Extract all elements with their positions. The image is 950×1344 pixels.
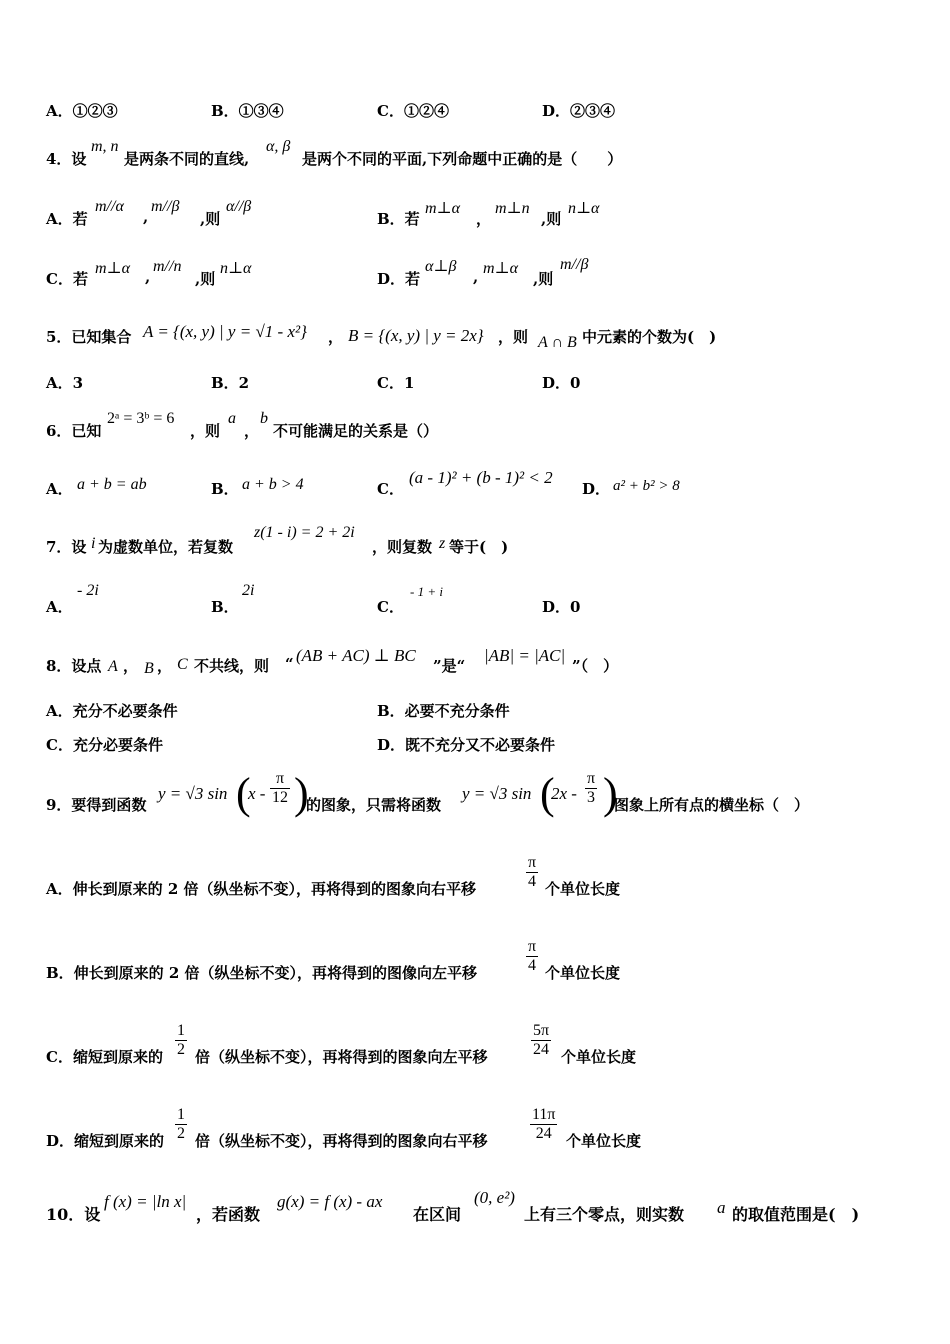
q6-equation: 2ᵃ = 3ᵇ = 6 [107, 410, 175, 427]
q9-option-b-fraction [526, 938, 538, 975]
q7-option-a-math: - 2i [77, 582, 99, 599]
q9-func1-denominator: 12 [272, 789, 288, 806]
q4-option-b-comma: ， [476, 210, 492, 228]
q9-option-c-unit: 个单位长度 [561, 1048, 637, 1066]
q9-func2-prefix: y = √3 sin [462, 784, 532, 803]
q9-option-c-text-1: C．缩短到原来的 [46, 1048, 163, 1066]
q6-var-b: b [260, 410, 268, 427]
q10-text-2: 在区间 [413, 1205, 462, 1224]
q6-number: 6．已知 [46, 422, 102, 440]
q8-option-c: C．充分必要条件 [46, 736, 163, 754]
q4-option-c-math-3: n⊥α [220, 260, 252, 277]
q9-option-b-numerator: π [528, 938, 537, 955]
q4-number: 4．设 [46, 150, 87, 168]
q6-option-c-label: C． [377, 480, 404, 498]
q5-option-a: A．3 [46, 374, 84, 392]
q9-option-b-denominator: 4 [526, 956, 538, 975]
q3-option-a: A．①②③ [46, 102, 118, 120]
q4-option-d-label: D．若 [377, 270, 421, 288]
q6-option-a-label: A． [46, 480, 73, 498]
q4-option-d-then: ,则 [533, 270, 554, 288]
q9-option-c-denominator: 24 [533, 1041, 550, 1058]
q8-text-1: 不共线，则 [194, 657, 270, 675]
q4-option-d-math-2: m⊥α [483, 260, 518, 277]
q4-option-c-comma: , [145, 268, 151, 286]
q6-option-d-math: a² + b² > 8 [613, 478, 680, 494]
q8-point-c: C [177, 656, 188, 673]
q6-option-d-label: D． [582, 480, 611, 498]
q6-option-b-label: B． [211, 480, 239, 498]
q5-set-a: A = {(x, y) | y = √1 - x²} [143, 322, 307, 341]
q10-function-g: g(x) = f (x) - ax [277, 1192, 383, 1211]
q9-func2-rparen: ) [603, 769, 618, 818]
q9-option-d-denominator: 24 [535, 1125, 552, 1142]
q4-text-2: 是两个不同的平面,下列命题中正确的是（ ） [302, 150, 623, 168]
q4-text-1: 是两条不同的直线, [124, 150, 250, 168]
q9-option-a-fraction [526, 854, 538, 891]
q4-option-c-math-2: m//n [153, 258, 182, 275]
q5-option-b: B．2 [211, 374, 250, 392]
q4-option-b-then: ,则 [541, 210, 562, 228]
q6-option-c-math: (a - 1)² + (b - 1)² < 2 [409, 468, 553, 487]
q5-separator: ， [328, 328, 344, 346]
q4-option-a-comma: , [143, 208, 149, 226]
q6-option-b-math: a + b > 4 [242, 476, 304, 493]
q9-func1-numerator: π [270, 770, 290, 789]
q5-number: 5．已知集合 [46, 328, 132, 346]
q9-text-2: 图象上所有点的横坐标（ ） [614, 796, 810, 814]
q6-separator: ， [244, 422, 260, 440]
q9-option-d-text-1: D．缩短到原来的 [46, 1132, 165, 1150]
q6-var-a: a [228, 410, 236, 427]
q4-option-b-math-2: m⊥n [495, 200, 530, 217]
q4-option-c-math-1: m⊥α [95, 260, 130, 277]
q9-option-d-half [175, 1106, 187, 1143]
q9-option-b-text: B．伸长到原来的 2 倍（纵坐标不变），再将得到的图像向左平移 [46, 964, 478, 982]
q9-option-a-numerator: π [528, 854, 537, 871]
q4-option-c-label: C．若 [46, 270, 88, 288]
q10-text-1: ，若函数 [196, 1205, 261, 1224]
q5-intersection: A ∩ B [538, 334, 577, 351]
q9-func2-arg: 2x - [551, 784, 577, 803]
q9-option-a-denominator: 4 [526, 872, 538, 891]
q7-option-c-label: C． [377, 598, 404, 616]
q5-set-b: B = {(x, y) | y = 2x} [348, 326, 484, 345]
q4-option-a-math-1: m//α [95, 198, 124, 215]
q8-condition-2: |AB| = |AC| [484, 646, 566, 665]
q9-func1-prefix: y = √3 sin [158, 784, 228, 803]
q9-option-d-text-2: 倍（纵坐标不变），再将得到的图象向右平移 [195, 1132, 488, 1150]
q4-option-b-label: B．若 [377, 210, 420, 228]
q8-point-b: B [144, 660, 154, 677]
q10-var-a: a [717, 1198, 726, 1217]
q9-func1-fraction [270, 770, 290, 807]
q6-option-a-math: a + b = ab [77, 476, 147, 493]
q9-option-c-fraction [531, 1022, 551, 1059]
q9-func2-denominator: 3 [587, 789, 596, 806]
q9-func2-numerator: π [587, 770, 596, 787]
q8-comma-1: ， [123, 657, 139, 675]
q9-option-c-text-2: 倍（纵坐标不变），再将得到的图象向左平移 [195, 1048, 488, 1066]
q8-quote-1: “ [285, 655, 294, 673]
q9-option-d-numerator: 11π [532, 1106, 556, 1123]
q9-option-b-unit: 个单位长度 [545, 964, 621, 982]
q7-text-2: ，则复数 [372, 538, 433, 556]
q10-function-f: f (x) = |ln x| [104, 1192, 187, 1211]
q7-number: 7．设 [46, 538, 87, 556]
q7-text-3: 等于( ) [449, 538, 509, 556]
q6-text-2: 不可能满足的关系是（） [273, 422, 439, 440]
q9-option-d-fraction [530, 1106, 557, 1143]
q9-option-a-unit: 个单位长度 [545, 880, 621, 898]
q5-option-c: C．1 [377, 374, 415, 392]
q7-option-c-math: - 1 + i [410, 584, 443, 599]
q6-text-1: ，则 [190, 422, 221, 440]
q9-func1-rparen: ) [294, 769, 309, 818]
q10-interval: (0, e²) [474, 1188, 515, 1207]
q9-func2-lparen: ( [540, 769, 555, 818]
q10-text-3: 上有三个零点，则实数 [524, 1205, 685, 1224]
q9-option-c-half-denominator: 2 [177, 1041, 185, 1058]
q4-option-a-math-3: α//β [226, 198, 252, 215]
q3-option-d: D．②③④ [542, 102, 616, 120]
q4-option-c-then: ,则 [195, 270, 216, 288]
q9-option-d-half-denominator: 2 [177, 1125, 185, 1142]
q9-number: 9．要得到函数 [46, 796, 147, 814]
q4-math-ab: α, β [266, 138, 291, 155]
q4-option-d-comma: , [473, 268, 479, 286]
q8-condition-1: (AB + AC) ⊥ BC [296, 646, 416, 665]
q8-quote-3: ”（ ） [572, 657, 619, 675]
q8-option-a: A．充分不必要条件 [46, 702, 178, 720]
q3-option-b: B．①③④ [211, 102, 284, 120]
q9-option-c-half [175, 1022, 187, 1059]
q8-quote-2: ”是“ [433, 657, 466, 675]
q7-option-b-label: B． [211, 598, 239, 616]
q9-option-d-half-numerator: 1 [177, 1106, 185, 1123]
q9-func1-arg: x - [248, 784, 266, 803]
q8-comma-2: ， [157, 657, 173, 675]
q4-option-a-then: ,则 [200, 210, 221, 228]
q9-option-a-text: A．伸长到原来的 2 倍（纵坐标不变），再将得到的图象向右平移 [46, 880, 477, 898]
q9-text-1: 的图象，只需将函数 [306, 796, 442, 814]
q7-text-1: 为虚数单位，若复数 [98, 538, 234, 556]
q10-number: 10．设 [46, 1205, 101, 1224]
q8-number: 8．设点 [46, 657, 102, 675]
q9-func2-fraction [585, 770, 597, 807]
q9-option-c-numerator: 5π [533, 1022, 550, 1039]
q9-option-d-unit: 个单位长度 [566, 1132, 642, 1150]
q9-option-c-half-numerator: 1 [177, 1022, 185, 1039]
q7-var-i: i [91, 535, 96, 552]
q4-option-d-math-1: α⊥β [425, 258, 457, 275]
q7-var-z: z [439, 535, 446, 552]
q4-option-b-math-3: n⊥α [568, 200, 600, 217]
q8-option-d: D．既不充分又不必要条件 [377, 736, 556, 754]
q8-option-b: B．必要不充分条件 [377, 702, 510, 720]
q7-option-b-math: 2i [242, 582, 255, 599]
q5-option-d: D．0 [542, 374, 581, 392]
q5-text-1: ，则 [498, 328, 529, 346]
q4-option-a-label: A．若 [46, 210, 88, 228]
q4-option-d-math-3: m//β [560, 256, 589, 273]
q7-equation: z(1 - i) = 2 + 2i [254, 524, 355, 541]
q4-math-mn: m, n [91, 138, 119, 155]
q5-text-2: 中元素的个数为( ) [582, 328, 717, 346]
q9-func1-lparen: ( [236, 769, 251, 818]
q3-option-c: C．①②④ [377, 102, 449, 120]
q10-text-4: 的取值范围是( ) [732, 1205, 860, 1224]
q4-option-b-math-1: m⊥α [425, 200, 460, 217]
q8-point-a: A [108, 658, 118, 675]
q7-option-a-label: A． [46, 598, 73, 616]
q4-option-a-math-2: m//β [151, 198, 180, 215]
q7-option-d: D．0 [542, 598, 581, 616]
